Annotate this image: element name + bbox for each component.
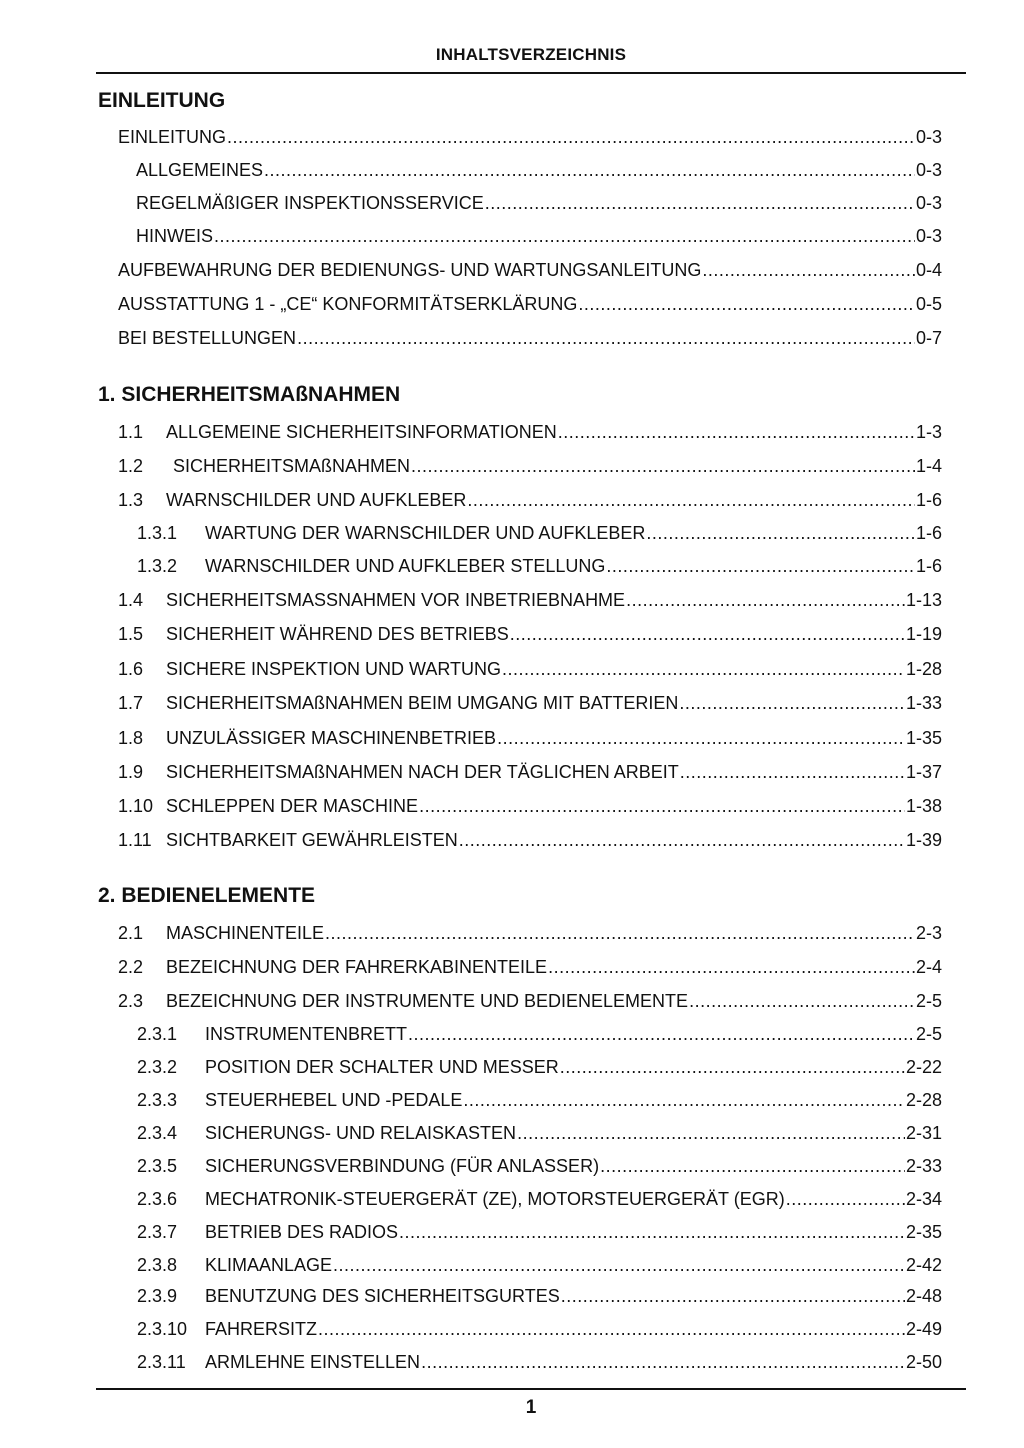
toc-dot-leader [558, 422, 915, 443]
toc-entry [137, 553, 942, 577]
toc-entry-page: 2-49 [905, 1319, 942, 1339]
toc-entry [136, 223, 942, 247]
toc-entry-page: 1-13 [905, 590, 942, 610]
toc-dot-leader [561, 1286, 905, 1307]
toc-entry-title: ALLGEMEINES [136, 160, 264, 180]
toc-entry-page: 1-6 [915, 556, 942, 576]
toc-entry-title: BEZEICHNUNG DER INSTRUMENTE UND BEDIENELEMENTE [166, 991, 689, 1011]
toc-entry-number: 1.6 [118, 659, 144, 679]
toc-entry-page: 1-37 [905, 762, 942, 782]
toc-dot-leader [679, 693, 905, 714]
toc-entry [118, 920, 942, 944]
toc-entry [118, 124, 942, 148]
toc-entry-title: HINWEIS [136, 226, 214, 246]
toc-entry-number: 1.10 [118, 796, 154, 816]
header-rule [96, 72, 966, 74]
toc-dot-leader [463, 1090, 905, 1111]
toc-entry-number: 2.3.10 [137, 1319, 188, 1339]
toc-entry-page: 1-19 [905, 624, 942, 644]
toc-dot-leader [548, 957, 915, 978]
toc-entry-number: 2.3.2 [137, 1057, 178, 1077]
section-title-sicherheitsmassnahmen: 1. SICHERHEITSMAßNAHMEN [98, 383, 401, 406]
toc-entry-page: 2-28 [905, 1090, 942, 1110]
toc-entry [137, 1252, 942, 1276]
toc-entry-page: 0-5 [915, 294, 942, 314]
toc-entry-number: 2.3.6 [137, 1189, 178, 1209]
toc-dot-leader [297, 328, 915, 349]
toc-entry-title: WARNSCHILDER UND AUFKLEBER STELLUNG [205, 556, 606, 576]
toc-entry-number: 1.9 [118, 762, 144, 782]
toc-entry-page: 1-6 [915, 490, 942, 510]
toc-entry-number: 1.2 [118, 456, 144, 476]
toc-dot-leader [318, 1319, 905, 1340]
toc-entry [137, 1219, 942, 1243]
toc-dot-leader [214, 226, 915, 247]
toc-entry-title: SCHLEPPEN DER MASCHINE [166, 796, 419, 816]
toc-entry-page: 2-3 [915, 923, 942, 943]
toc-entry-page: 2-35 [905, 1222, 942, 1242]
toc-entry [118, 257, 942, 281]
toc-entry-number: 2.3.9 [137, 1286, 178, 1306]
toc-entry-title: STEUERHEBEL UND -PEDALE [205, 1090, 463, 1110]
toc-entry-page: 2-33 [905, 1156, 942, 1176]
toc-dot-leader [578, 294, 915, 315]
toc-entry-title: MECHATRONIK-STEUERGERÄT (ZE), MOTORSTEUERGERÄT (EGR) [205, 1189, 785, 1209]
toc-entry-number: 1.3.1 [137, 523, 178, 543]
toc-entry [118, 587, 942, 611]
toc-entry-number: 2.3.7 [137, 1222, 178, 1242]
toc-entry-title: SICHERHEITSMASSNAHMEN VOR INBETRIEBNAHME [166, 590, 626, 610]
toc-entry-page: 0-3 [915, 193, 942, 213]
toc-dot-leader [626, 590, 905, 611]
toc-dot-leader [467, 490, 915, 511]
toc-dot-leader [485, 193, 915, 214]
toc-entry-title: BETRIEB DES RADIOS [205, 1222, 399, 1242]
toc-entry-title: UNZULÄSSIGER MASCHINENBETRIEB [166, 728, 497, 748]
toc-entry-title: AUSSTATTUNG 1 - „CE“ KONFORMITÄTSERKLÄRUNG [118, 294, 578, 314]
toc-entry-page: 0-4 [915, 260, 942, 280]
toc-entry [136, 157, 942, 181]
toc-entry-number: 1.4 [118, 590, 144, 610]
toc-entry-title: BEI BESTELLUNGEN [118, 328, 297, 348]
toc-entry-page: 2-4 [915, 957, 942, 977]
toc-entry-number: 1.7 [118, 693, 144, 713]
toc-entry [118, 725, 942, 749]
toc-entry [137, 1283, 942, 1307]
toc-entry-number: 1.8 [118, 728, 144, 748]
toc-entry [118, 759, 942, 783]
toc-entry-title: MASCHINENTEILE [166, 923, 325, 943]
toc-entry-page: 0-7 [915, 328, 942, 348]
toc-dot-leader [399, 1222, 905, 1243]
toc-entry-title: SICHERHEIT WÄHREND DES BETRIEBS [166, 624, 509, 644]
toc-entry-number: 1.11 [118, 830, 152, 850]
toc-entry-number: 2.3.11 [137, 1352, 186, 1372]
toc-entry-title: KLIMAANLAGE [205, 1255, 333, 1275]
toc-entry-page: 1-33 [905, 693, 942, 713]
toc-dot-leader [411, 456, 915, 477]
toc-entry-title: INSTRUMENTENBRETT [205, 1024, 407, 1044]
toc-entry-title: AUFBEWAHRUNG DER BEDIENUNGS- UND WARTUNGSANLEITUNG [118, 260, 702, 280]
toc-entry [137, 520, 942, 544]
toc-entry [118, 827, 942, 851]
toc-entry-number: 1.3.2 [137, 556, 178, 576]
toc-entry-page: 1-4 [915, 456, 942, 476]
toc-entry-page: 1-38 [905, 796, 942, 816]
toc-entry-title: REGELMÄßIGER INSPEKTIONSSERVICE [136, 193, 484, 213]
toc-entry-page: 2-5 [915, 1024, 942, 1044]
toc-dot-leader [497, 728, 905, 749]
toc-entry-title: POSITION DER SCHALTER UND MESSER [205, 1057, 559, 1077]
toc-dot-leader [333, 1255, 905, 1276]
toc-entry-title: SICHTBARKEIT GEWÄHRLEISTEN [166, 830, 458, 850]
toc-entry-title: FAHRERSITZ [205, 1319, 318, 1339]
toc-entry-page: 0-3 [915, 127, 942, 147]
toc-entry-number: 2.2 [118, 957, 144, 977]
toc-entry-title: SICHERHEITSMAßNAHMEN NACH DER TÄGLICHEN ARBEIT [166, 762, 679, 782]
toc-entry-number: 2.3.4 [137, 1123, 178, 1143]
toc-entry-number: 2.3 [118, 991, 144, 1011]
toc-entry [118, 325, 942, 349]
toc-entry-title: EINLEITUNG [118, 127, 227, 147]
toc-dot-leader [325, 923, 915, 944]
toc-entry [137, 1186, 942, 1210]
toc-entry-title: WARNSCHILDER UND AUFKLEBER [166, 490, 467, 510]
toc-entry-page: 2-5 [915, 991, 942, 1011]
section-title-einleitung: EINLEITUNG [98, 89, 226, 112]
toc-dot-leader [459, 830, 905, 851]
toc-entry-number: 2.3.5 [137, 1156, 178, 1176]
toc-dot-leader [646, 523, 915, 544]
toc-dot-leader [606, 556, 915, 577]
toc-entry-page: 0-3 [915, 226, 942, 246]
toc-entry [137, 1087, 942, 1111]
toc-dot-leader [408, 1024, 915, 1045]
toc-entry-page: 1-3 [915, 422, 942, 442]
toc-entry-title: SICHERUNGSVERBINDUNG (FÜR ANLASSER) [205, 1156, 600, 1176]
toc-entry [118, 621, 942, 645]
toc-entry [137, 1054, 942, 1078]
toc-entry-number: 2.3.3 [137, 1090, 178, 1110]
toc-entry [137, 1349, 942, 1373]
toc-entry-number: 1.3 [118, 490, 144, 510]
toc-entry [136, 190, 942, 214]
toc-dot-leader [517, 1123, 905, 1144]
toc-entry-page: 2-34 [905, 1189, 942, 1209]
toc-entry-title: ARMLEHNE EINSTELLEN [205, 1352, 421, 1372]
toc-entry [118, 793, 942, 817]
toc-dot-leader [689, 991, 915, 1012]
toc-dot-leader [510, 624, 905, 645]
toc-entry-number: 1.1 [118, 422, 144, 442]
toc-entry [118, 453, 942, 477]
toc-entry-page: 2-42 [905, 1255, 942, 1275]
toc-entry-page: 1-6 [915, 523, 942, 543]
page-number: 1 [525, 1397, 537, 1418]
toc-dot-leader [786, 1189, 905, 1210]
toc-entry-page: 0-3 [915, 160, 942, 180]
toc-entry-number: 2.3.1 [137, 1024, 178, 1044]
toc-dot-leader [502, 659, 905, 680]
toc-entry [118, 988, 942, 1012]
toc-dot-leader [419, 796, 905, 817]
toc-dot-leader [421, 1352, 905, 1373]
toc-dot-leader [227, 127, 915, 148]
toc-entry-title: BENUTZUNG DES SICHERHEITSGURTES [205, 1286, 560, 1306]
toc-entry-number: 2.1 [118, 923, 144, 943]
toc-entry-title: SICHERHEITSMAßNAHMEN [173, 456, 411, 476]
toc-entry-page: 1-39 [905, 830, 942, 850]
toc-dot-leader [702, 260, 915, 281]
toc-entry [118, 690, 942, 714]
toc-entry-number: 2.3.8 [137, 1255, 178, 1275]
toc-entry-page: 2-50 [905, 1352, 942, 1372]
toc-entry-title: SICHERHEITSMAßNAHMEN BEIM UMGANG MIT BATTERIEN [166, 693, 679, 713]
toc-entry-page: 1-35 [905, 728, 942, 748]
toc-entry-title: SICHERUNGS- UND RELAISKASTEN [205, 1123, 517, 1143]
section-title-bedienelemente: 2. BEDIENELEMENTE [98, 884, 316, 907]
toc-entry-number: 1.5 [118, 624, 144, 644]
toc-entry [137, 1153, 942, 1177]
toc-entry [137, 1021, 942, 1045]
toc-entry-title: SICHERE INSPEKTION UND WARTUNG [166, 659, 502, 679]
toc-entry [118, 487, 942, 511]
toc-entry-title: BEZEICHNUNG DER FAHRERKABINENTEILE [166, 957, 548, 977]
page-header-title: INHALTSVERZEICHNIS [435, 45, 627, 64]
toc-dot-leader [264, 160, 915, 181]
toc-dot-leader [600, 1156, 905, 1177]
footer-rule [96, 1388, 966, 1390]
toc-entry [118, 954, 942, 978]
toc-entry [118, 656, 942, 680]
toc-entry-page: 2-48 [905, 1286, 942, 1306]
toc-entry-page: 1-28 [905, 659, 942, 679]
toc-entry [137, 1316, 942, 1340]
toc-entry [137, 1120, 942, 1144]
toc-entry [118, 419, 942, 443]
toc-entry-page: 2-22 [905, 1057, 942, 1077]
toc-entry-page: 2-31 [905, 1123, 942, 1143]
toc-entry-title: WARTUNG DER WARNSCHILDER UND AUFKLEBER [205, 523, 646, 543]
toc-entry [118, 291, 942, 315]
toc-dot-leader [560, 1057, 905, 1078]
toc-dot-leader [680, 762, 905, 783]
toc-entry-title: ALLGEMEINE SICHERHEITSINFORMATIONEN [166, 422, 557, 442]
